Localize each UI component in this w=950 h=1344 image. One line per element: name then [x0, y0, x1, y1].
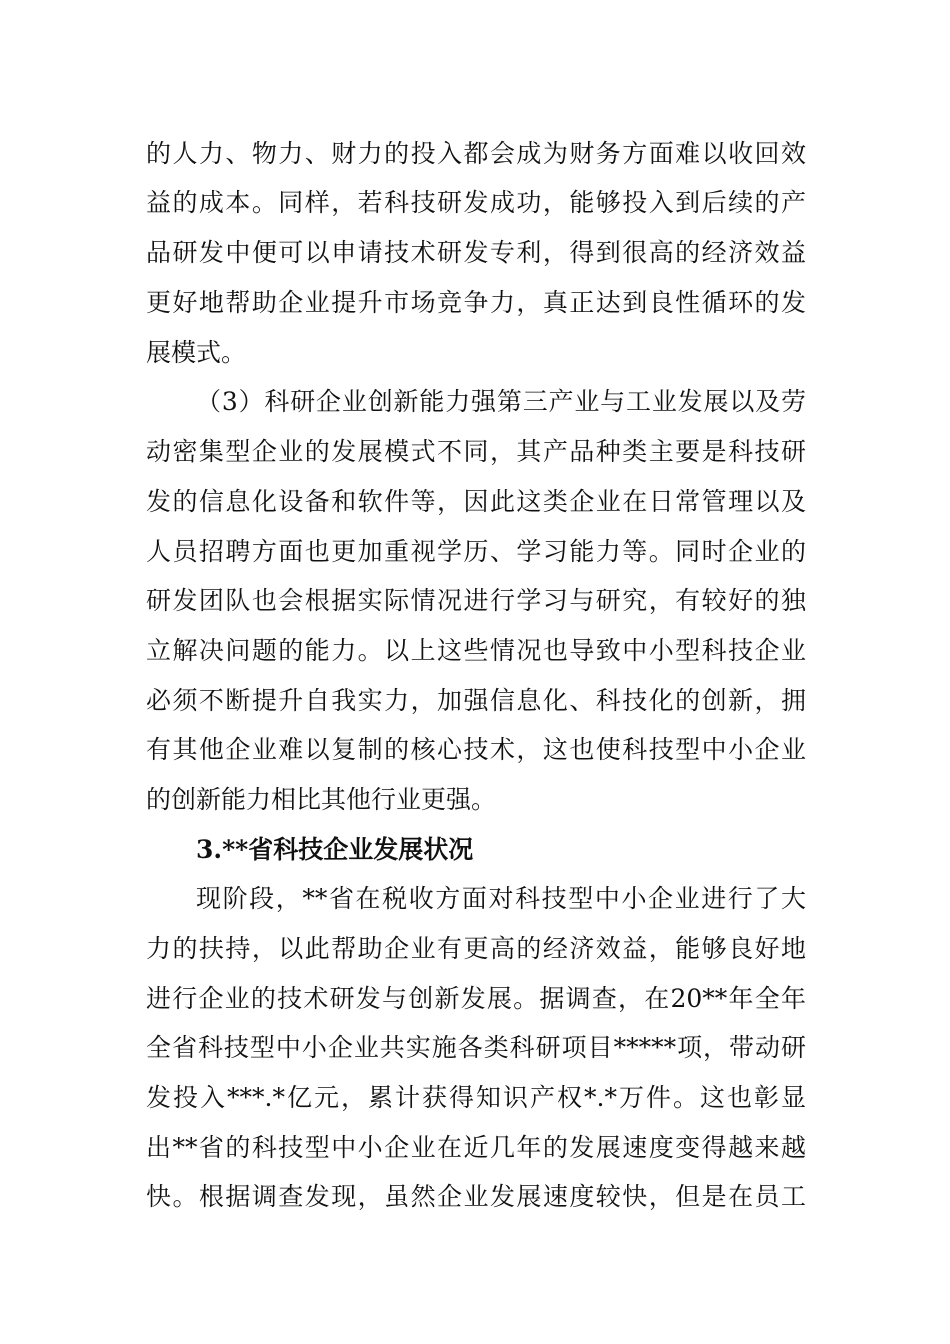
text-line: 动密集型企业的发展模式不同，其产品种类主要是科技研 — [146, 437, 806, 466]
text-line: 的人力、物力、财力的投入都会成为财务方面难以收回效 — [146, 139, 806, 168]
text-line: 人员招聘方面也更加重视学历、学习能力等。同时企业的 — [146, 537, 806, 566]
text-line: 发的信息化设备和软件等，因此这类企业在日常管理以及 — [146, 487, 806, 516]
text-line: 有其他企业难以复制的核心技术，这也使科技型中小企业 — [146, 735, 806, 764]
text-line: 力的扶持，以此帮助企业有更高的经济效益，能够良好地 — [146, 934, 806, 963]
text-line: 出**省的科技型中小企业在近几年的发展速度变得越来越 — [146, 1133, 806, 1162]
text-line: 更好地帮助企业提升市场竞争力，真正达到良性循环的发 — [146, 288, 806, 317]
text-line: 展模式。 — [146, 338, 247, 367]
text-line: 品研发中便可以申请技术研发专利，得到很高的经济效益 — [146, 238, 806, 267]
text-line: 发投入***.*亿元，累计获得知识产权*.*万件。这也彰显 — [146, 1083, 806, 1112]
text-line: 现阶段，**省在税收方面对科技型中小企业进行了大 — [196, 884, 806, 913]
text-line: 的创新能力相比其他行业更强。 — [146, 785, 497, 814]
text-line: 必须不断提升自我实力，加强信息化、科技化的创新，拥 — [146, 686, 806, 715]
text-line: 快。根据调查发现，虽然企业发展速度较快，但是在员工 — [146, 1182, 806, 1211]
text-line: （3）科研企业创新能力强第三产业与工业发展以及劳 — [196, 387, 806, 416]
text-line: 全省科技型中小企业共实施各类科研项目*****项，带动研 — [146, 1033, 806, 1062]
text-line: 进行企业的技术研发与创新发展。据调查，在20**年全年 — [146, 984, 806, 1013]
text-line: 益的成本。同样，若科技研发成功，能够投入到后续的产 — [146, 188, 806, 217]
text-line: 立解决问题的能力。以上这些情况也导致中小型科技企业 — [146, 636, 806, 665]
section-heading: 3.**省科技企业发展状况 — [196, 835, 474, 864]
text-line: 研发团队也会根据实际情况进行学习与研究，有较好的独 — [146, 586, 806, 615]
